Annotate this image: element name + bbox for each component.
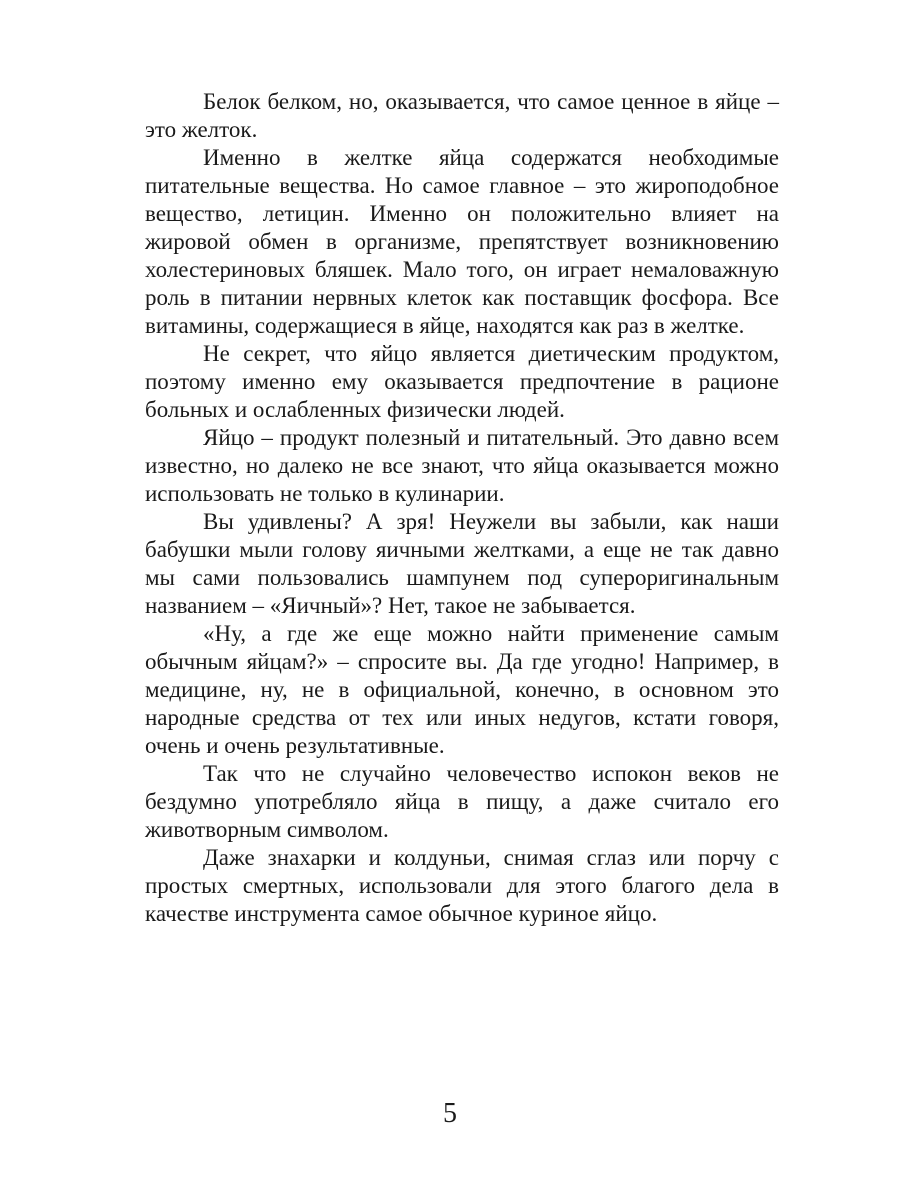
paragraph-1: Белок белком, но, оказывается, что самое ценное в яйце – это желток. bbox=[145, 89, 779, 142]
paragraph-7: Так что не случайно человечество испокон веков не бездумно употребляло яйца в пищу, а даже считало его животворным символом. bbox=[145, 761, 779, 842]
paragraph-8: Даже знахарки и колдуньи, снимая сглаз или порчу с простых смертных, использовали для этого благого дела в качестве инструмента самое обычное куриное яйцо. bbox=[145, 845, 779, 926]
paragraph-5: Вы удивлены? А зря! Неужели вы забыли, как наши бабушки мыли голову яичными желтками, а еще не так давно мы сами пользовались шампунем под супероригинальным названием – «Яичный»? Нет, такое не забывается. bbox=[145, 509, 779, 618]
paragraph-4: Яйцо – продукт полезный и питательный. Это давно всем известно, но далеко не все знают, что яйца оказывается можно использовать не только в кулинарии. bbox=[145, 425, 779, 506]
paragraph-2: Именно в желтке яйца содержатся необходимые питательные вещества. Но самое главное – это жироподобное вещество, летицин. Именно он положительно влияет на жировой обмен в организме, препятствует возникновению холестериновых бляшек. Мало того, он играет немаловажную роль в питании нервных клеток как поставщик фосфора. Все витамины, содержащиеся в яйце, находятся как раз в желтке. bbox=[145, 145, 779, 338]
page-number: 5 bbox=[443, 1098, 457, 1129]
paragraph-6: «Ну, а где же еще можно найти применение самым обычным яйцам?» – спросите вы. Да где угодно! Например, в медицине, ну, не в официальной, конечно, в основном это народные средства от тех или иных недугов, кстати говоря, очень и очень результативные. bbox=[145, 621, 779, 758]
page-body bbox=[145, 88, 779, 928]
paragraph-3: Не секрет, что яйцо является диетическим продуктом, поэтому именно ему оказывается предпочтение в рационе больных и ослабленных физически людей. bbox=[145, 341, 779, 422]
